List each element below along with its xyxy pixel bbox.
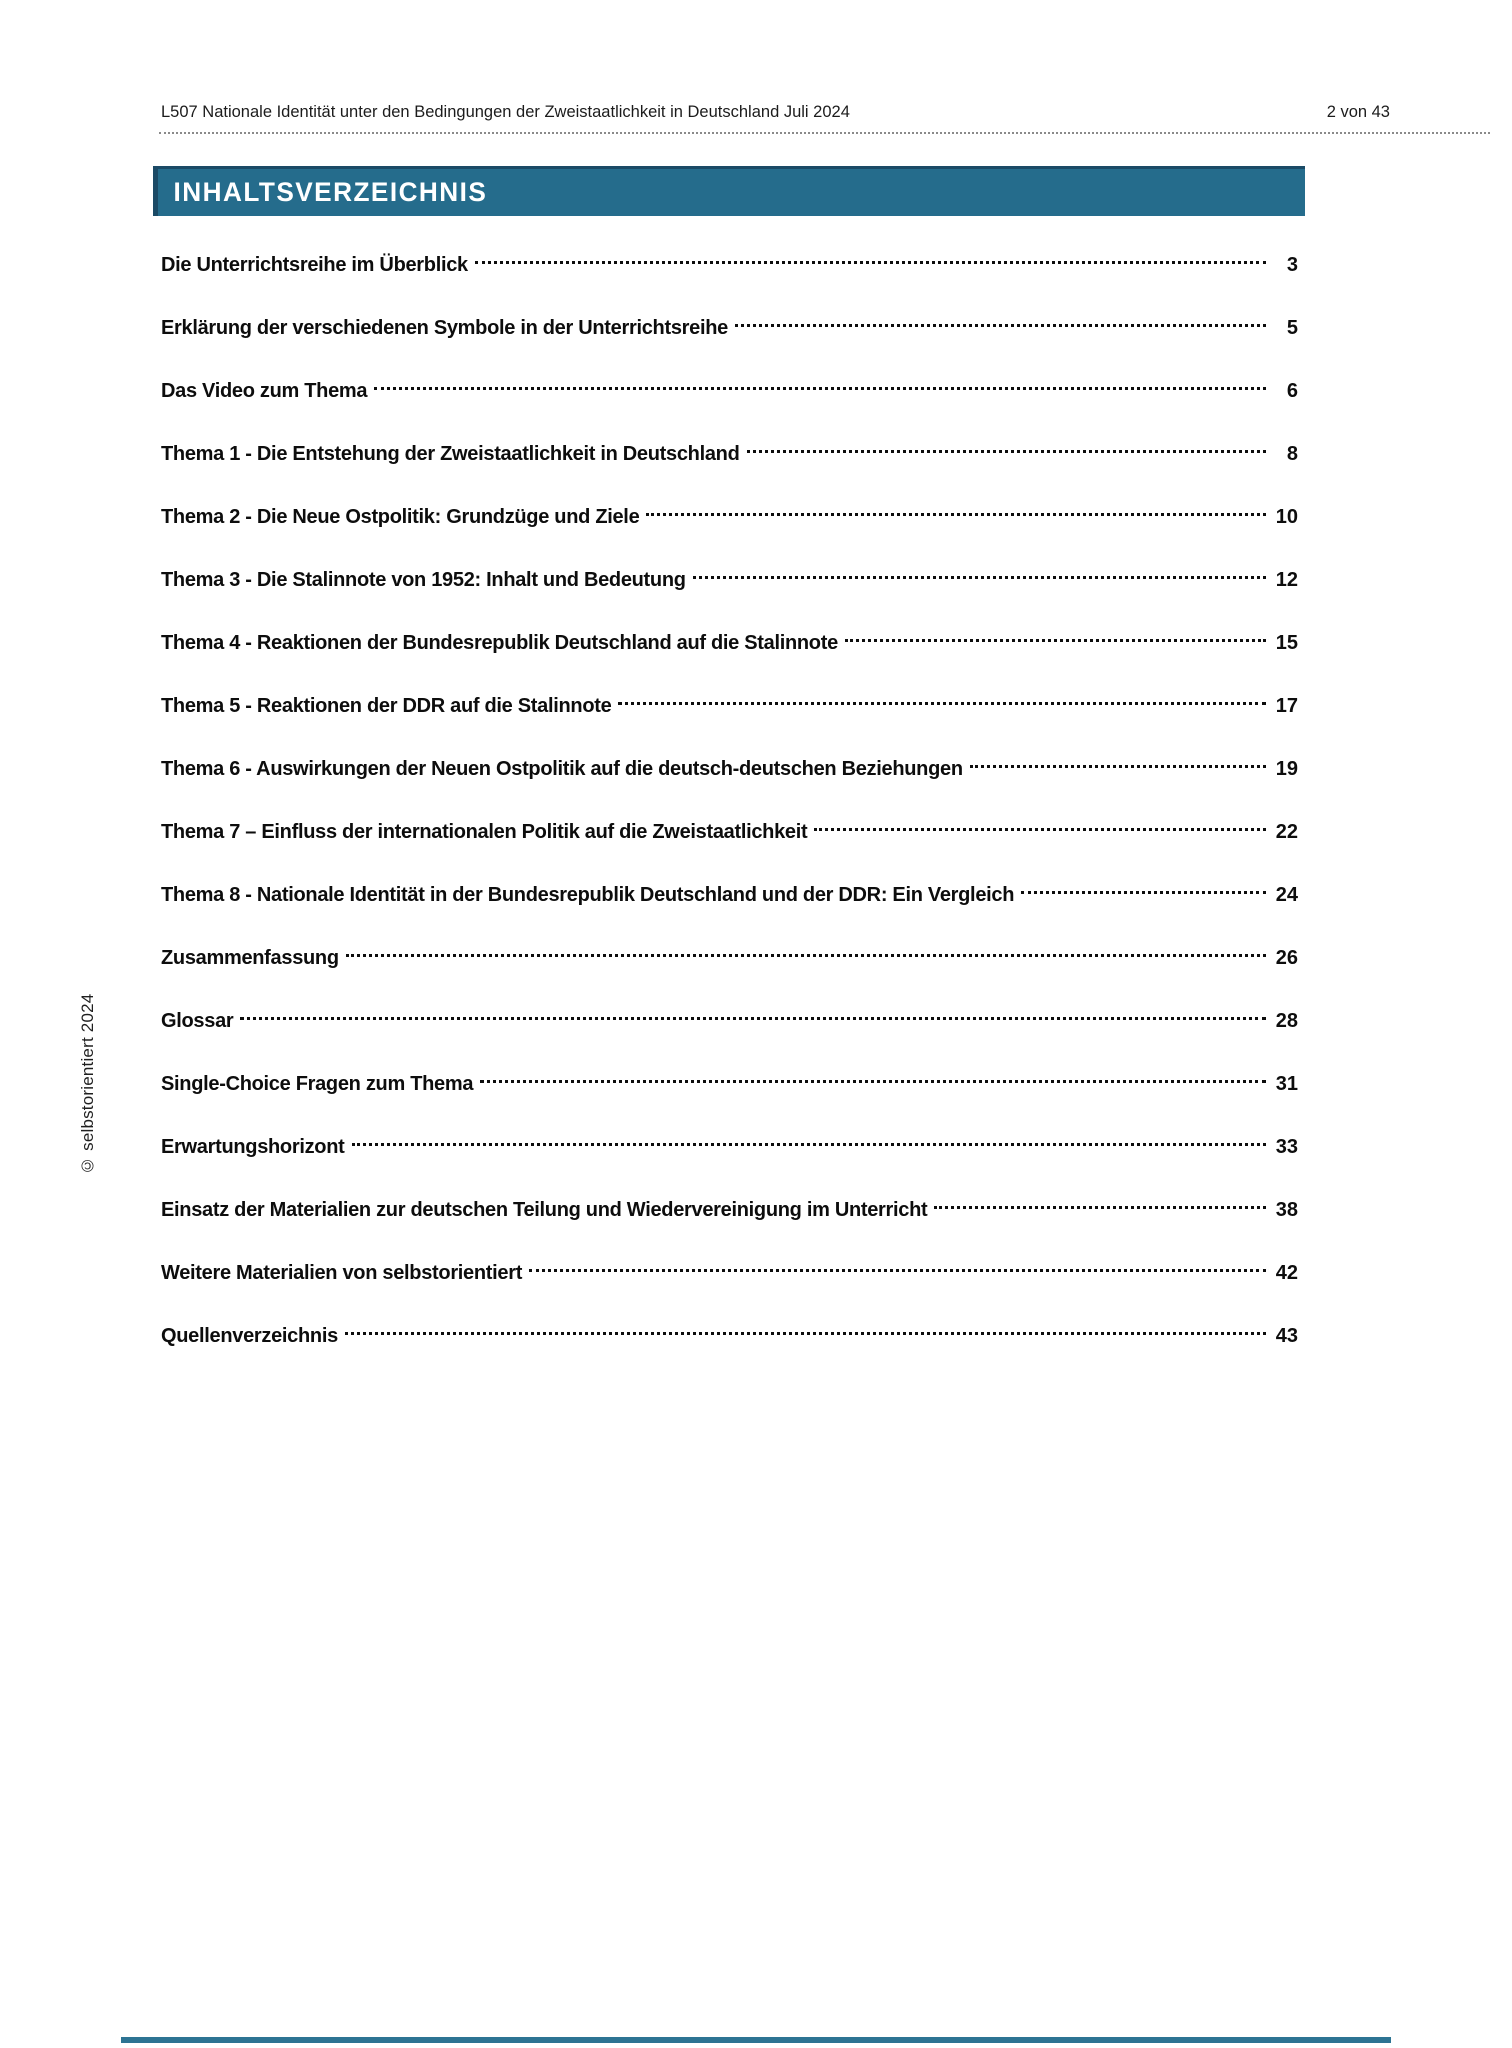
toc-entry-title: Erwartungshorizont — [161, 1136, 345, 1158]
toc-entry-page: 38 — [1275, 1199, 1298, 1221]
toc-entry-title: Glossar — [161, 1010, 234, 1032]
dot-leader — [480, 1080, 1266, 1083]
toc-entry-page: 6 — [1286, 380, 1298, 402]
toc-entry[interactable] — [161, 1116, 1298, 1179]
toc-entry-page: 26 — [1275, 947, 1298, 969]
dot-leader — [693, 576, 1266, 579]
toc-entry[interactable] — [161, 486, 1298, 549]
toc-entry-title: Zusammenfassung — [161, 947, 339, 969]
toc-entry-title: Thema 6 - Auswirkungen der Neuen Ostpolitik auf die deutsch-deutschen Beziehungen — [161, 758, 963, 780]
toc-entry-title: Die Unterrichtsreihe im Überblick — [161, 254, 468, 276]
toc-entry[interactable] — [161, 801, 1298, 864]
dot-leader — [1021, 891, 1266, 894]
toc-entry-title: Single-Choice Fragen zum Thema — [161, 1073, 474, 1095]
toc-entry-title: Thema 7 – Einfluss der internationalen Politik auf die Zweistaatlichkeit — [161, 821, 808, 843]
toc-entry-page: 10 — [1275, 506, 1298, 528]
toc-entry-title: Weitere Materialien von selbstorientiert — [161, 1262, 523, 1284]
toc-entry[interactable] — [161, 864, 1298, 927]
toc-entry-title: Thema 5 - Reaktionen der DDR auf die Stalinnote — [161, 695, 612, 717]
toc-entry-page: 28 — [1275, 1010, 1298, 1032]
toc-entry[interactable] — [161, 738, 1298, 801]
dot-leader — [475, 261, 1266, 264]
toc-banner-title: INHALTSVERZEICHNIS — [173, 177, 488, 207]
toc-entry-page: 3 — [1286, 254, 1298, 276]
toc-entry-page: 43 — [1275, 1325, 1298, 1347]
toc-entry-page: 24 — [1275, 884, 1298, 906]
toc-list — [161, 234, 1298, 1368]
toc-entry[interactable] — [161, 360, 1298, 423]
dot-leader — [845, 639, 1266, 642]
toc-entry-title: Erklärung der verschiedenen Symbole in der Unterrichtsreihe — [161, 317, 728, 339]
dot-leader — [352, 1143, 1267, 1146]
toc-entry-page: 42 — [1275, 1262, 1298, 1284]
dot-leader — [346, 954, 1266, 957]
toc-entry-title: Thema 4 - Reaktionen der Bundesrepublik Deutschland auf die Stalinnote — [161, 632, 838, 654]
toc-entry[interactable] — [161, 675, 1298, 738]
dot-leader — [970, 765, 1266, 768]
dot-leader — [345, 1332, 1266, 1335]
toc-entry[interactable] — [161, 990, 1298, 1053]
dot-leader — [735, 324, 1266, 327]
dot-leader — [934, 1206, 1266, 1209]
toc-entry-title: Das Video zum Thema — [161, 380, 368, 402]
toc-entry-title: Thema 8 - Nationale Identität in der Bundesrepublik Deutschland und der DDR: Ein Vergleich — [161, 884, 1015, 906]
toc-entry-page: 31 — [1275, 1073, 1298, 1095]
copyright-vertical-text: © selbstorientiert 2024 — [78, 993, 97, 1175]
toc-entry-page: 12 — [1275, 569, 1298, 591]
toc-entry[interactable] — [161, 234, 1298, 297]
dot-leader — [618, 702, 1266, 705]
toc-entry[interactable] — [161, 612, 1298, 675]
toc-entry[interactable] — [161, 1305, 1298, 1368]
dot-leader — [747, 450, 1267, 453]
toc-entry[interactable] — [161, 423, 1298, 486]
toc-entry[interactable] — [161, 927, 1298, 990]
toc-entry-title: Thema 2 - Die Neue Ostpolitik: Grundzüge und Ziele — [161, 506, 640, 528]
toc-entry-title: Thema 1 - Die Entstehung der Zweistaatlichkeit in Deutschland — [161, 443, 740, 465]
toc-entry[interactable] — [161, 1242, 1298, 1305]
toc-banner — [153, 166, 1305, 216]
toc-entry-page: 33 — [1275, 1136, 1298, 1158]
toc-entry[interactable] — [161, 1179, 1298, 1242]
toc-entry-page: 22 — [1275, 821, 1298, 843]
dot-leader — [814, 828, 1266, 831]
toc-entry-page: 19 — [1275, 758, 1298, 780]
toc-entry-title: Einsatz der Materialien zur deutschen Teilung und Wiedervereinigung im Unterricht — [161, 1199, 928, 1221]
toc-entry-title: Quellenverzeichnis — [161, 1325, 338, 1347]
dot-leader — [529, 1269, 1266, 1272]
toc-entry[interactable] — [161, 297, 1298, 360]
toc-entry-page: 15 — [1275, 632, 1298, 654]
dot-leader — [646, 513, 1266, 516]
toc-entry[interactable] — [161, 549, 1298, 612]
page-number-indicator: 2 von 43 — [1326, 103, 1390, 121]
document-title: L507 Nationale Identität unter den Bedingungen der Zweistaatlichkeit in Deutschland Juli 2024 — [161, 103, 850, 121]
toc-entry-title: Thema 3 - Die Stalinnote von 1952: Inhalt und Bedeutung — [161, 569, 686, 591]
toc-entry-page: 8 — [1286, 443, 1298, 465]
toc-entry[interactable] — [161, 1053, 1298, 1116]
dot-leader — [374, 387, 1266, 390]
dot-leader — [240, 1017, 1266, 1020]
toc-entry-page: 5 — [1286, 317, 1298, 339]
toc-entry-page: 17 — [1275, 695, 1298, 717]
header-divider-dotted — [159, 118, 1490, 134]
footer-divider — [121, 2037, 1391, 2043]
